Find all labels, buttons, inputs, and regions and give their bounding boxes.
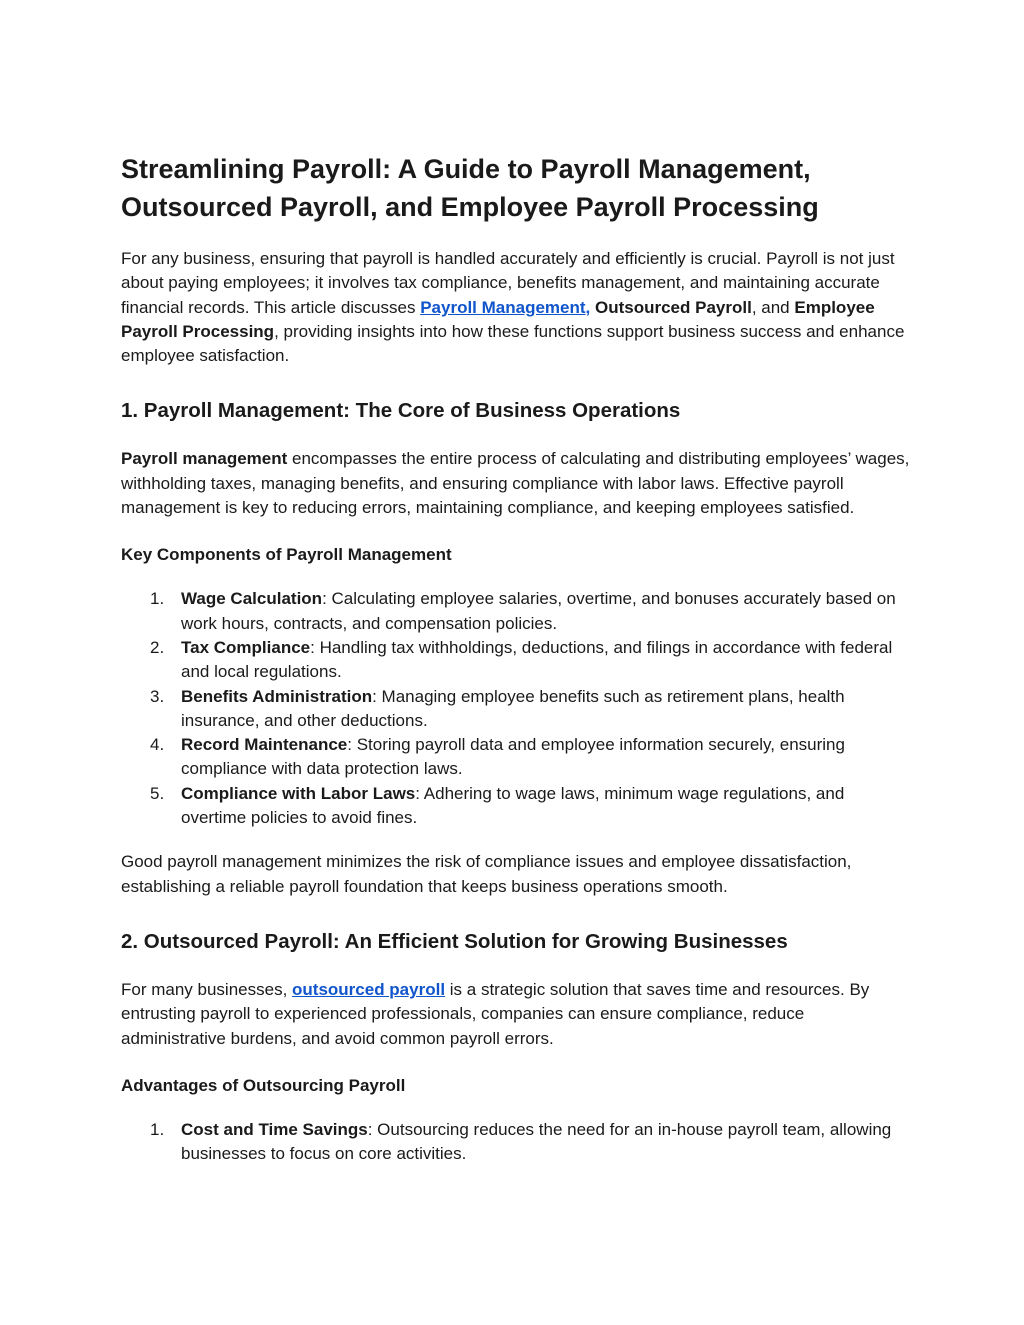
section-1-heading: 1. Payroll Management: The Core of Business Operations [121, 399, 681, 423]
advantages-list [121, 1118, 911, 1167]
list-item-term: Benefits Administration [181, 686, 373, 706]
list-number: 1. [150, 1119, 165, 1139]
section-1-bold-term: Payroll management [121, 449, 288, 469]
key-components-heading: Key Components of Payroll Management [121, 545, 452, 565]
intro-paragraph [121, 247, 911, 368]
outsourced-payroll-link[interactable]: outsourced payroll [292, 979, 446, 999]
intro-link-comma[interactable]: , [585, 297, 591, 317]
list-item-term: Record Maintenance [181, 735, 348, 755]
list-item [121, 733, 911, 782]
section-1-paragraph [121, 447, 911, 520]
list-item-desc: : Calculating employee salaries, overtime, and bonuses accurately based on work hours, contracts, and compensation policies. [181, 589, 896, 633]
list-item [121, 1118, 911, 1167]
list-item-term: Compliance with Labor Laws [181, 783, 416, 803]
list-item-term: Wage Calculation [181, 589, 323, 609]
list-item-term: Tax Compliance [181, 637, 311, 657]
list-number: 4. [150, 735, 165, 755]
list-item [121, 782, 911, 831]
list-item-desc: : Outsourcing reduces the need for an in-house payroll team, allowing businesses to focus on core activities. [181, 1119, 892, 1164]
list-number: 5. [150, 783, 165, 803]
list-item-desc: : Storing payroll data and employee information securely, ensuring compliance with data protection laws. [181, 735, 845, 779]
intro-bold-outsourced: Outsourced Payroll [595, 297, 752, 317]
list-item-desc: : Adhering to wage laws, minimum wage regulations, and overtime policies to avoid fines. [181, 783, 845, 828]
key-components-list [121, 587, 911, 830]
section-1-text: encompasses the entire process of calculating and distributing employees’ wages, withholding taxes, managing benefits, and ensuring compliance with labor laws. Effective payroll management is key to reducing errors, maintaining compliance, and keeping employees satisfied. [121, 449, 910, 518]
list-item [121, 636, 911, 685]
intro-bold-processing: Employee Payroll Processing [121, 297, 875, 341]
list-number: 1. [150, 589, 165, 609]
list-item-desc: : Managing employee benefits such as retirement plans, health insurance, and other deductions. [181, 686, 845, 730]
list-item-term: Cost and Time Savings [181, 1119, 368, 1139]
advantages-heading: Advantages of Outsourcing Payroll [121, 1075, 406, 1095]
list-number: 3. [150, 686, 165, 706]
payroll-management-link[interactable]: Payroll Management [420, 297, 586, 317]
list-item [121, 587, 911, 636]
list-number: 2. [150, 637, 165, 657]
intro-text: , providing insights into how these functions support business success and enhance employee satisfaction. [121, 321, 905, 366]
section-2-heading: 2. Outsourced Payroll: An Efficient Solution for Growing Businesses [121, 929, 788, 953]
list-item-desc: : Handling tax withholdings, deductions, and filings in accordance with federal and local regulations. [181, 637, 893, 682]
section-1-closing-paragraph: Good payroll management minimizes the risk of compliance issues and employee dissatisfaction, establishing a reliable payroll foundation that keeps business operations smooth. [121, 852, 852, 896]
document-title: Streamlining Payroll: A Guide to Payroll Management, Outsourced Payroll, and Employee Payroll Processing [121, 154, 819, 222]
intro-text: , and [751, 297, 795, 317]
document-page [121, 150, 911, 1166]
section-2-text: For many businesses, [121, 979, 293, 999]
list-item [121, 685, 911, 734]
section-2-text: is a strategic solution that saves time and resources. By entrusting payroll to experienced professionals, companies can ensure compliance, reduce administrative burdens, and avoid common payroll errors. [121, 979, 870, 1048]
section-2-paragraph [121, 978, 911, 1051]
intro-text: For any business, ensuring that payroll is handled accurately and efficiently is crucial. Payroll is not just about paying employees; it involves tax compliance, benefits management, and maintaining accurate financial records. This article discusses [121, 249, 895, 317]
